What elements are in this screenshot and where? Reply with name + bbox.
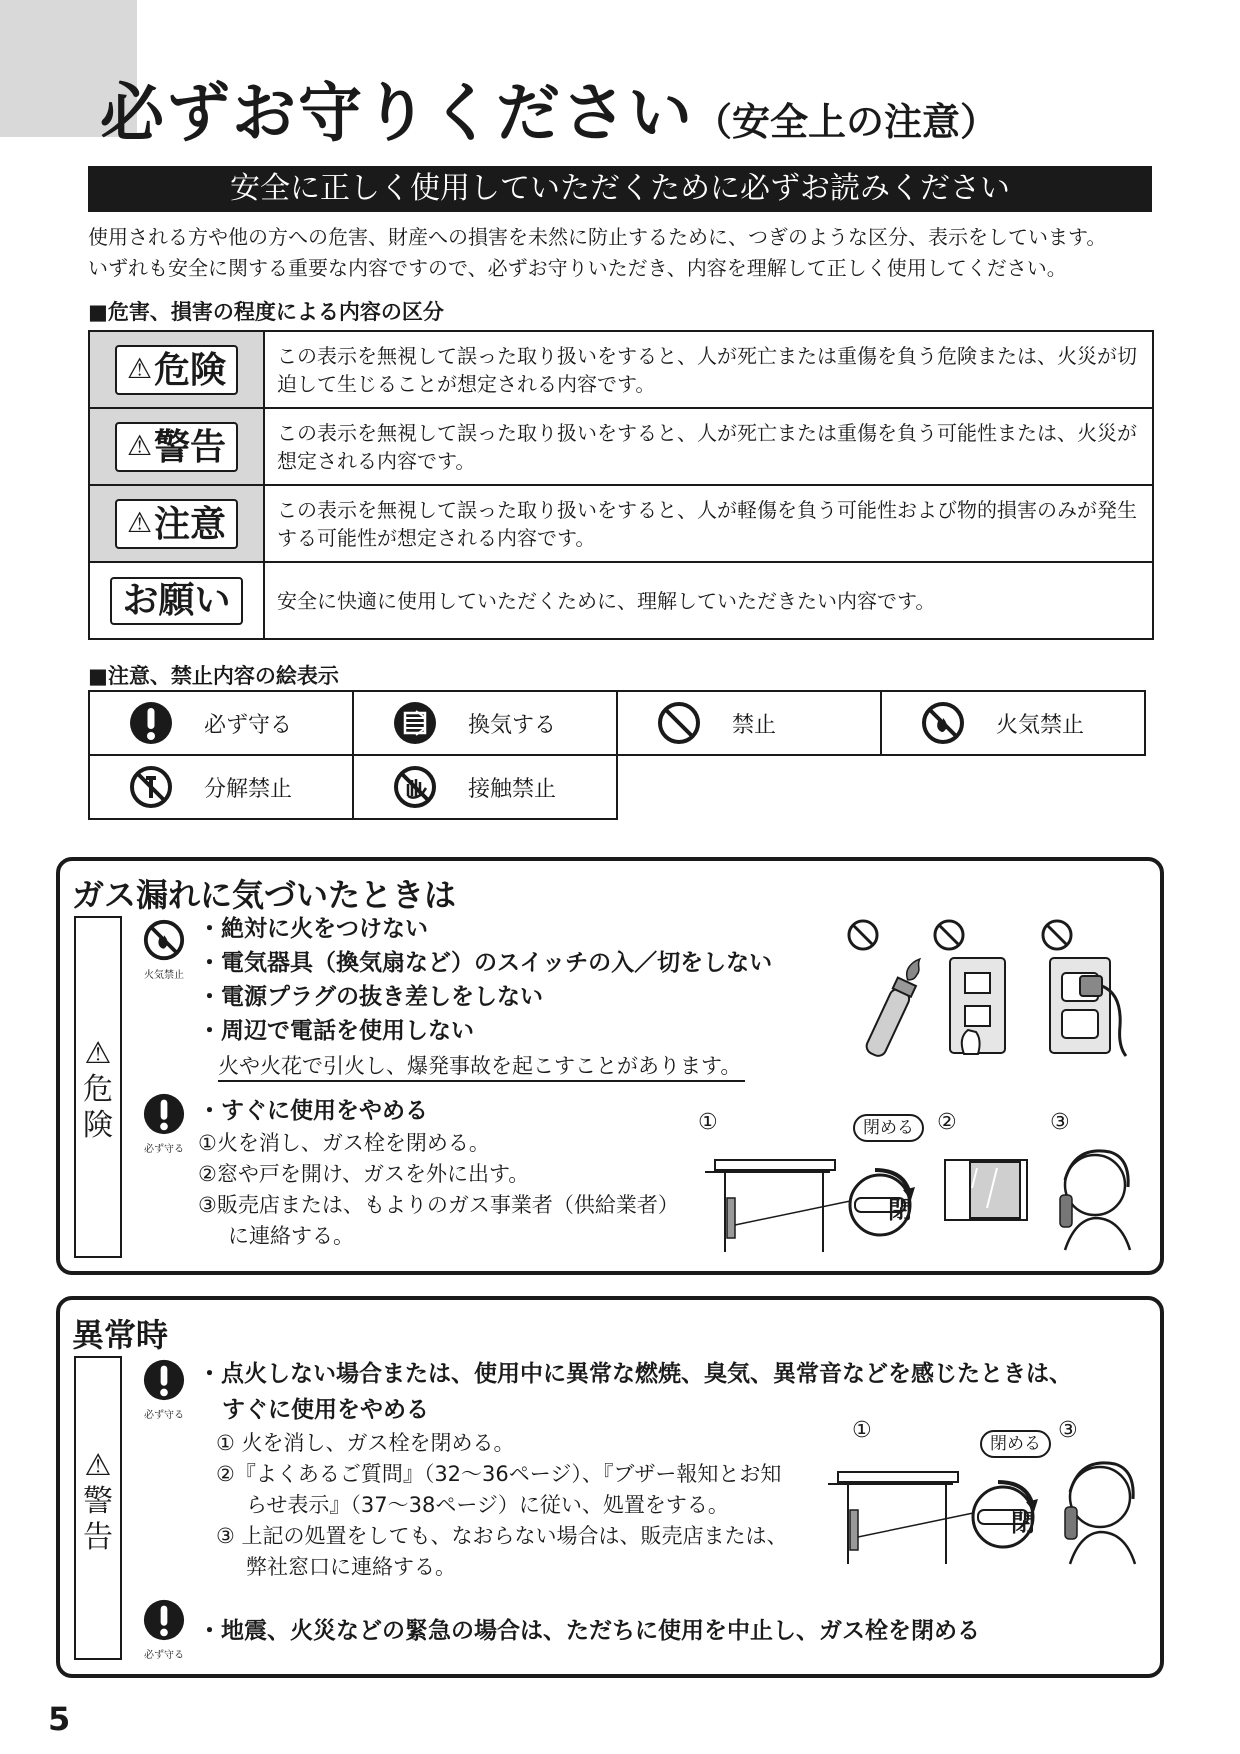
abnormal-steps <box>216 1428 788 1583</box>
exclamation-icon <box>142 1598 186 1642</box>
page-number: 5 <box>48 1700 71 1738</box>
gas-leak-action: ・すぐに使用をやめる <box>198 1098 428 1124</box>
close-label-bubble: 閉める <box>853 1114 924 1142</box>
no-fire-icon-label: 火気禁止 <box>144 970 184 981</box>
close-character: 閉 <box>888 1196 912 1224</box>
ventilation-icon <box>392 700 438 746</box>
level-label-request: お願い <box>110 577 242 625</box>
picto-label: 必ず守る <box>204 712 293 738</box>
level-row-caution <box>89 485 1153 562</box>
step-number: ② <box>937 1110 957 1135</box>
list-item: ・周辺で電話を使用しない <box>198 1018 474 1044</box>
picto-cell-prohibit <box>617 691 881 755</box>
gas-leak-prohibit-list <box>198 912 772 1048</box>
warning-triangle-icon: ⚠ <box>126 351 153 385</box>
gas-leak-prohibit-illustration <box>840 918 1130 1068</box>
exclamation-icon <box>142 1092 186 1136</box>
picto-cell-nofire <box>881 691 1145 755</box>
list-item: に連絡する。 <box>228 1224 354 1248</box>
page-title <box>100 62 998 154</box>
list-item: ②『よくあるご質問』（32～36ページ）、『ブザー報知とお知 <box>216 1462 782 1486</box>
prohibition-icon <box>656 700 702 746</box>
level-label-caution: ⚠注意 <box>115 499 238 549</box>
list-item: 弊社窓口に連絡する。 <box>246 1555 456 1579</box>
gas-leak-steps <box>198 1128 679 1252</box>
gas-leak-level <box>74 916 122 1258</box>
levels-heading: ■危害、損害の程度による内容の区分 <box>88 300 444 324</box>
list-item: ①火を消し、ガス栓を閉める。 <box>198 1131 490 1155</box>
list-item: ① 火を消し、ガス栓を閉める。 <box>216 1431 515 1455</box>
picto-cell-notouch <box>353 755 617 819</box>
gas-leak-action-illustration <box>705 1140 1145 1255</box>
step-number: ① <box>698 1110 718 1135</box>
abnormal-title: 異常時 <box>72 1316 169 1354</box>
page-title-sub: （安全上の注意） <box>694 100 999 144</box>
exclamation-icon <box>142 1358 186 1402</box>
warning-triangle-icon: ⚠ <box>84 1448 112 1483</box>
no-disassembly-icon <box>128 764 174 810</box>
list-item: ③販売店または、もよりのガス事業者（供給業者） <box>198 1193 679 1217</box>
level-desc-request: 安全に快適に使用していただくために、理解していただきたい内容です。 <box>264 562 1153 639</box>
level-row-request <box>89 562 1153 639</box>
warning-triangle-icon: ⚠ <box>126 505 153 539</box>
exclamation-icon-label: 必ず守る <box>144 1144 184 1155</box>
picto-label: 分解禁止 <box>204 776 293 802</box>
picto-cell-nodisassembly <box>89 755 353 819</box>
gas-leak-level-text: 危険 <box>83 1072 113 1143</box>
picto-cell-vent <box>353 691 617 755</box>
level-desc-danger: この表示を無視して誤った取り扱いをすると、人が死亡または重傷を負う危険または、火災が切迫して生じることが想定される内容です。 <box>264 331 1153 408</box>
intro-line-2: いずれも安全に関する重要な内容ですので、必ずお守りいただき、内容を理解して正しく使用してください。 <box>88 256 1067 280</box>
picto-heading: ■注意、禁止内容の絵表示 <box>88 664 339 688</box>
step-number: ③ <box>1050 1110 1070 1135</box>
no-fire-icon <box>920 700 966 746</box>
level-desc-caution: この表示を無視して誤った取り扱いをすると、人が軽傷を負う可能性および物的損害のみが発生する可能性が想定される内容です。 <box>264 485 1153 562</box>
close-character: 閉 <box>1011 1509 1035 1537</box>
levels-table <box>88 330 1154 640</box>
picto-label: 換気する <box>468 712 557 738</box>
list-item: ・電源プラグの抜き差しをしない <box>198 984 543 1010</box>
abnormal-bullet-2: ・地震、火災などの緊急の場合は、ただちに使用を中止し、ガス栓を閉める <box>198 1618 980 1644</box>
level-label-warning: ⚠警告 <box>115 422 238 472</box>
warning-triangle-icon: ⚠ <box>126 428 153 462</box>
picto-label: 接触禁止 <box>468 776 557 802</box>
gas-leak-prohibit-note: 火や火花で引火し、爆発事故を起こすことがあります。 <box>218 1050 745 1082</box>
abnormal-bullet-1: ・点火しない場合または、使用中に異常な燃焼、臭気、異常音などを感じたときは、 すぐに使用をやめる <box>198 1361 1072 1423</box>
picto-label: 禁止 <box>732 712 777 738</box>
picto-label: 火気禁止 <box>996 712 1085 738</box>
abnormal-action-illustration <box>828 1452 1148 1570</box>
list-item: らせ表示』（37～38ページ）に従い、処置をする。 <box>246 1493 729 1517</box>
page-title-main: 必ずお守りください <box>100 77 694 151</box>
list-item: ・電気器具（換気扇など）のスイッチの入／切をしない <box>198 950 773 976</box>
banner: 安全に正しく使用していただくために必ずお読みください <box>88 166 1152 212</box>
list-item: ・絶対に火をつけない <box>198 916 428 942</box>
no-touch-icon <box>392 764 438 810</box>
picto-cell-must <box>89 691 353 755</box>
level-row-warning <box>89 408 1153 485</box>
level-label-danger: ⚠危険 <box>115 345 238 395</box>
abnormal-level-text: 警告 <box>83 1484 113 1555</box>
exclamation-icon-label: 必ず守る <box>144 1410 184 1421</box>
abnormal-level <box>74 1356 122 1660</box>
close-label-bubble: 閉める <box>980 1430 1051 1458</box>
intro-line-1: 使用される方や他の方への危害、財産への損害を未然に防止するために、つぎのような区分、表示をしています。 <box>88 225 1107 249</box>
gas-leak-title: ガス漏れに気づいたときは <box>72 876 457 914</box>
exclamation-icon <box>128 700 174 746</box>
no-fire-icon <box>142 918 186 962</box>
level-desc-warning: この表示を無視して誤った取り扱いをすると、人が死亡または重傷を負う可能性または、火災が想定される内容です。 <box>264 408 1153 485</box>
level-row-danger <box>89 331 1153 408</box>
exclamation-icon-label: 必ず守る <box>144 1650 184 1661</box>
step-number: ③ <box>1058 1418 1078 1443</box>
warning-triangle-icon: ⚠ <box>84 1036 112 1071</box>
intro-text <box>88 222 1158 284</box>
picto-table <box>88 690 1146 820</box>
list-item: ③ 上記の処置をしても、なおらない場合は、販売店または、 <box>216 1524 788 1548</box>
step-number: ① <box>852 1418 872 1443</box>
list-item: ②窓や戸を開け、ガスを外に出す。 <box>198 1162 530 1186</box>
